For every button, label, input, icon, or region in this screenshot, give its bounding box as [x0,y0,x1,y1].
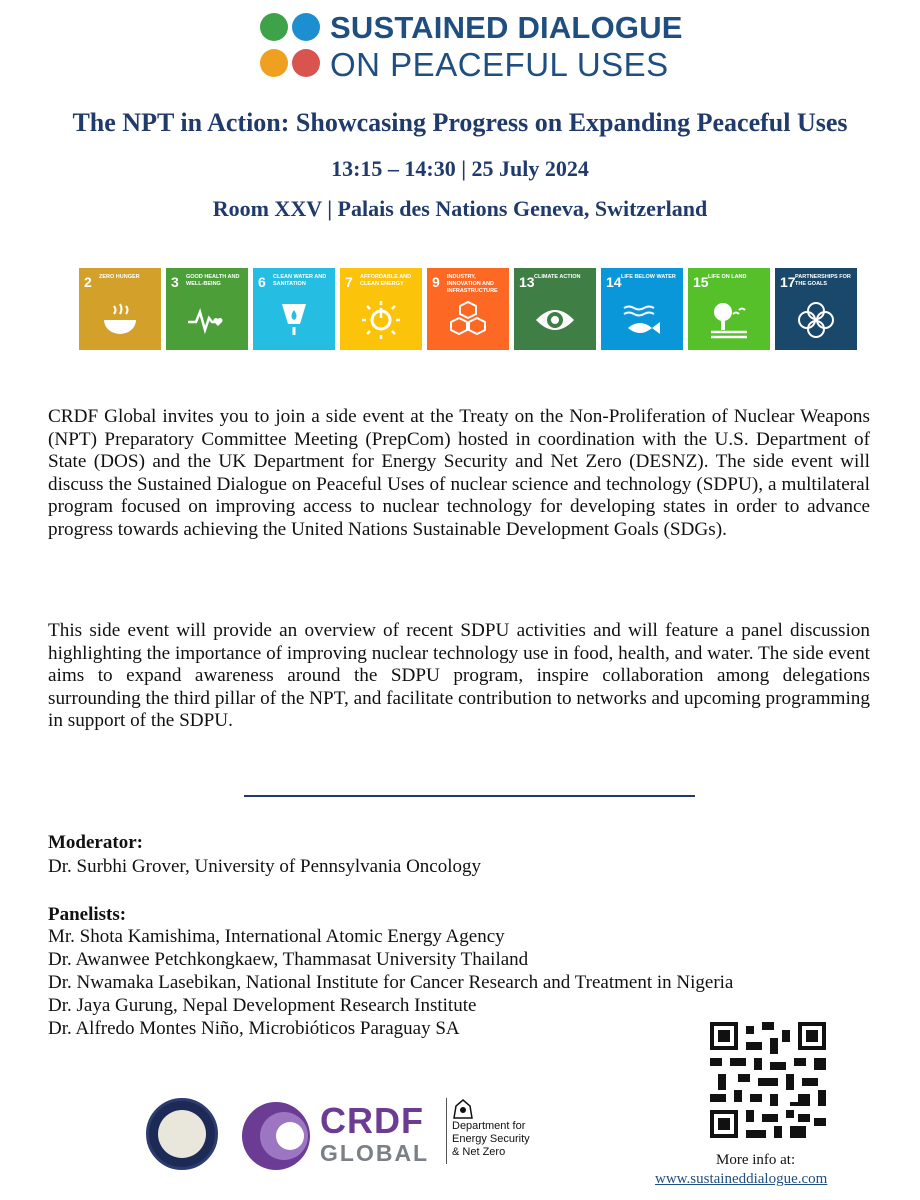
qr-code[interactable] [710,1022,826,1138]
sdg-tile: 14 LIFE BELOW WATER [601,268,683,350]
sdg-tile: 2 ZERO HUNGER [79,268,161,350]
sdg-tile: 7 AFFORDABLE AND CLEAN ENERGY [340,268,422,350]
event-datetime: 13:15 – 14:30 | 25 July 2024 [331,156,589,181]
bowl-icon [100,300,140,340]
event-location: Room XXV | Palais des Nations Geneva, Switzerland [212,196,708,221]
panelist-item: Mr. Shota Kamishima, International Atomic Energy Agency [48,926,505,947]
leaf-icon [260,13,288,41]
logo-line1: SUSTAINED DIALOGUE [330,10,683,45]
atom-icon [292,49,320,77]
sdg-tile: 6 CLEAN WATER AND SANITATION [253,268,335,350]
sdpu-logo [258,8,683,83]
more-info-label: More info at: [716,1152,796,1168]
fish-icon [622,300,662,340]
event-title: The NPT in Action: Showcasing Progress on Expanding Peaceful Uses [72,108,848,137]
tree-icon [709,300,749,340]
desnz-logo-text: Department for Energy Security & Net Zero [452,1120,530,1158]
divider [244,795,695,797]
water-drop-icon [274,300,314,340]
sun-power-icon [361,300,401,340]
eye-globe-icon [535,300,575,340]
panelist-item: Dr. Awanwee Petchkongkaew, Thammasat University Thailand [48,949,529,970]
sdg-tile: 17 PARTNERSHIPS FOR THE GOALS [775,268,857,350]
sdg-tile: 9 INDUSTRY, INNOVATION AND INFRASTRUCTURE [427,268,509,350]
us-department-of-state-seal [146,1098,218,1170]
sdg-tile: 3 GOOD HEALTH AND WELL-BEING [166,268,248,350]
sdg-tile: 13 CLIMATE ACTION [514,268,596,350]
heart-pulse-icon [260,49,288,77]
overview-paragraph: This side event will provide an overview of recent SDPU activities and will feature a panel discussion highlighting the importance of improving nuclear technology use in food, health, and water. The side event aims to expand awareness around the SDPU program, inspire collaboration among delegations surrounding the third pillar of the NPT, and facilitate contribution to networks and upcoming programming in support of the SDPU. [48,620,870,731]
moderator-heading: Moderator: [48,832,143,853]
heartbeat-icon [187,300,227,340]
crdf-global-wordmark: GLOBAL [320,1140,430,1166]
desnz-divider [446,1098,447,1164]
panelist-item: Dr. Nwamaka Lasebikan, National Institute for Cancer Research and Treatment in Nigeria [48,972,734,993]
cubes-icon [448,300,488,340]
moderator-name: Dr. Surbhi Grover, University of Pennsylvania Oncology [48,856,482,877]
intro-paragraph: CRDF Global invites you to join a side event at the Treaty on the Non-Proliferation of Nuclear Weapons (NPT) Preparatory Committee Meeting (PrepCom) hosted in coordination with the U.S. Department of State (DOS) and the UK Department for Energy Security and Net Zero (DESNZ). The side event will discuss the Sustained Dialogue on Peaceful Uses of nuclear science and technology (SDPU), a multilateral program focused on improving access to nuclear technology for developing states in order to advance progress towards achieving the United Nations Sustainable Development Goals (SDGs). [48,406,870,540]
royal-crest-icon [450,1098,476,1120]
crdf-logo-mark [240,1100,312,1172]
crdf-wordmark: CRDF [320,1100,424,1141]
water-drop-icon [292,13,320,41]
sdg-tile: 15 LIFE ON LAND [688,268,770,350]
panelists-heading: Panelists: [48,904,127,925]
website-link[interactable]: www.sustaineddialogue.com [655,1171,828,1187]
panelist-item: Dr. Alfredo Montes Niño, Microbióticos Paraguay SA [48,1018,460,1039]
panelist-item: Dr. Jaya Gurung, Nepal Development Research Institute [48,995,477,1016]
rings-icon [796,300,836,340]
logo-line2: ON PEACEFUL USES [330,46,669,83]
